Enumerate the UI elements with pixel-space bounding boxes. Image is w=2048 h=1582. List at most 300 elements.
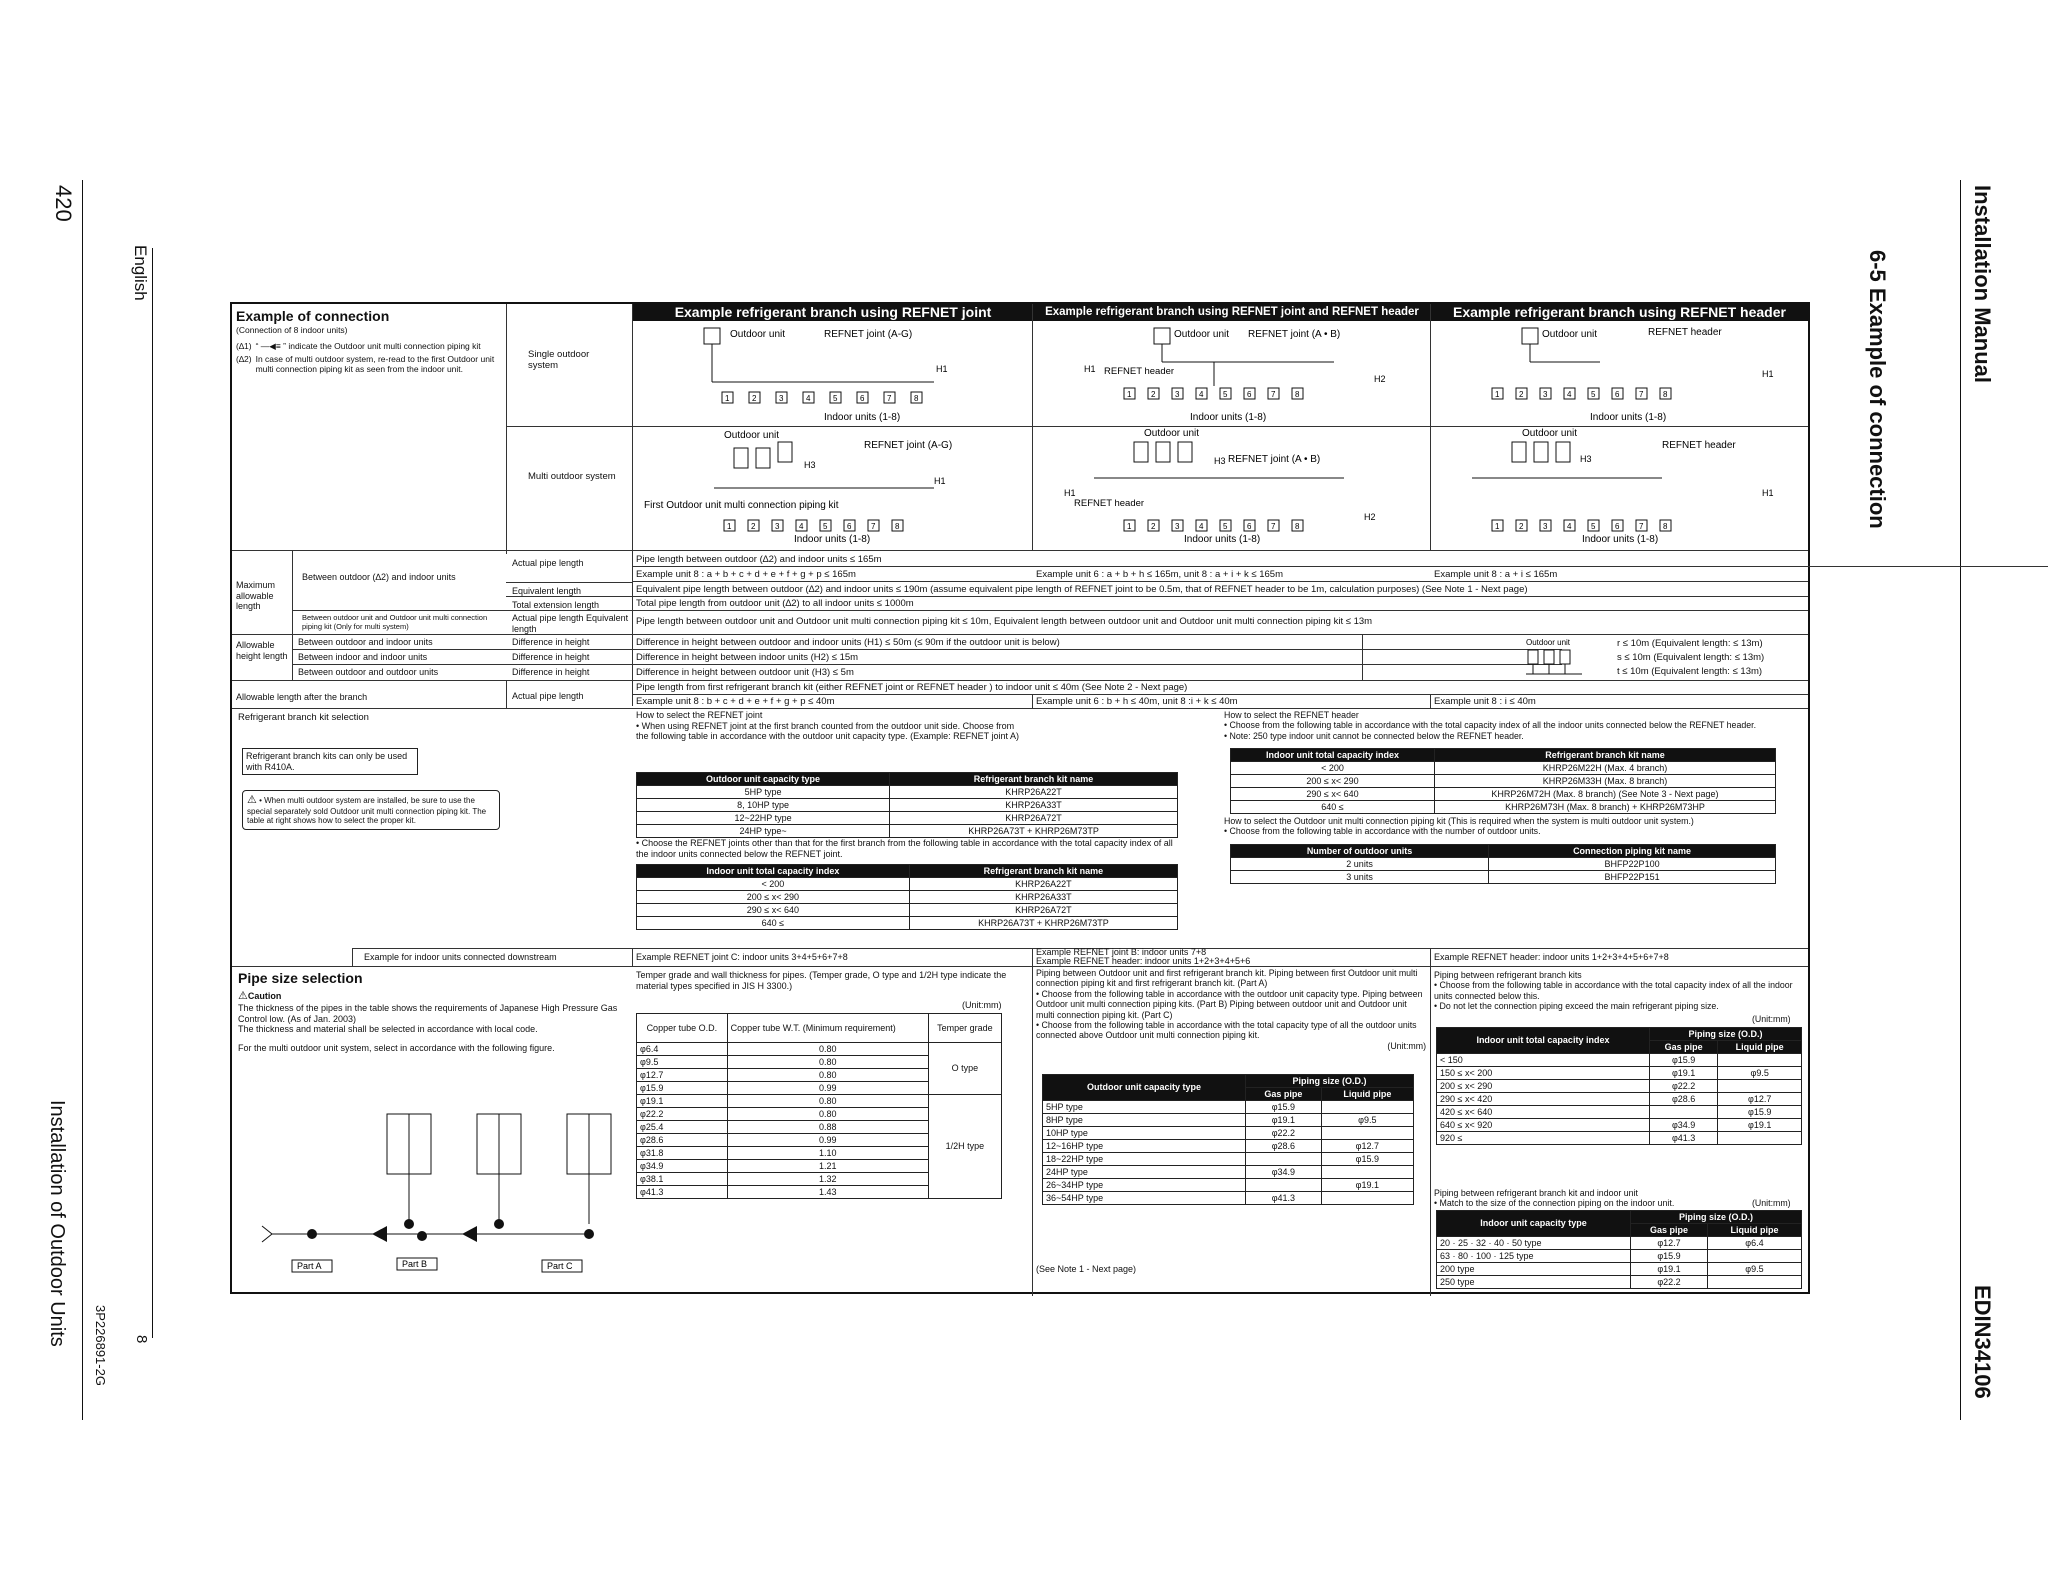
table-cell: 26~34HP type (1043, 1179, 1246, 1192)
right-bullet-1: • Choose from the following table in accordance with the total capacity index of all the indoor units connected below this. (1434, 980, 1793, 1001)
header-bullet-1: • Choose from the following table in accordance with the total capacity index of all the indoor units connected below the REFNET header. (1224, 720, 1757, 731)
indoor-unit-number: 3 (775, 522, 780, 531)
table-cell: KHRP26A33T (890, 799, 1178, 812)
table-cell: φ25.4 (637, 1121, 728, 1134)
table-cell: KHRP26A33T (909, 891, 1177, 904)
table-cell: φ19.1 (1246, 1114, 1322, 1127)
table-cell: 2 units (1231, 858, 1489, 871)
svg-text:REFNET joint (A • B): REFNET joint (A • B) (1248, 329, 1341, 340)
table-row (637, 1043, 1002, 1056)
svg-text:Outdoor unit: Outdoor unit (1144, 428, 1200, 439)
table-cell: BHFP22P151 (1489, 871, 1776, 884)
total-extension-label: Total extension length (512, 600, 600, 610)
table-row (1437, 1080, 1802, 1093)
indoor-unit-number: 1 (1495, 390, 1500, 399)
table-cell: φ9.5 (1718, 1067, 1802, 1080)
indoor-unit-number: 5 (1223, 522, 1228, 531)
table-cell (1707, 1250, 1801, 1263)
svg-text:Indoor units (1-8): Indoor units (1-8) (824, 412, 901, 423)
side-limit-s: s ≤ 10m (Equivalent length: ≤ 13m) (1617, 652, 1765, 663)
table-cell: φ15.9 (1718, 1106, 1802, 1119)
svg-text:H1: H1 (934, 476, 946, 486)
col-header-header: Example refrigerant branch using REFNET header (1431, 304, 1808, 321)
length-example-mixed: Example unit 6 : a + b + h ≤ 165m, unit 8 : a + i + k ≤ 165m (1036, 569, 1284, 580)
indoor-unit-number: 4 (806, 394, 811, 403)
left-rule (82, 180, 83, 1420)
table-cell: 1.10 (727, 1147, 928, 1160)
table-cell: 12~22HP type (637, 812, 890, 825)
indoor-unit-number: 5 (1591, 390, 1596, 399)
language-label: English (131, 245, 150, 301)
svg-text:H2: H2 (1364, 512, 1376, 522)
svg-text:REFNET header: REFNET header (1662, 440, 1736, 451)
mid-bullet-2: • Choose from the following table in accordance with the total capacity type of all the outdoor units connected above Outdoor unit multi connection piping kit. (1036, 1019, 1417, 1041)
between-outdoor-indoor-label: Between outdoor (∆2) and indoor units (302, 572, 456, 582)
temper-intro: Temper grade and wall thickness for pipes. (Temper grade, O type and 1/2H type indicate the material types specified in JIS H 3300.) (636, 970, 1007, 991)
svg-text:First Outdoor unit multi conne: First Outdoor unit multi connection piping kit (644, 500, 839, 511)
table-row (1437, 1132, 1802, 1145)
joint-intro (636, 710, 1026, 742)
table-cell: 0.99 (727, 1082, 928, 1095)
svg-text:Part C: Part C (547, 1261, 573, 1271)
indoor-unit-number: 7 (1271, 522, 1276, 531)
table-cell: 5HP type (1043, 1101, 1246, 1114)
indoor-unit-number: 3 (779, 394, 784, 403)
multi-kit-intro-title: How to select the Outdoor unit multi connection piping kit (This is required when the system is multi outdoor unit system.) (1224, 816, 1694, 826)
indoor-unit-number: 4 (1199, 390, 1204, 399)
length-example-joint: Example unit 8 : a + b + c + d + e + f + g + p ≤ 165m (636, 569, 856, 580)
table-cell: BHFP22P100 (1489, 858, 1776, 871)
table-cell (1321, 1192, 1413, 1205)
svg-text:REFNET header: REFNET header (1648, 327, 1722, 338)
table-cell: φ12.7 (1718, 1093, 1802, 1106)
table-cell (1718, 1132, 1802, 1145)
branch-example-joint: Example unit 8 : b + c + d + e + f + g + p ≤ 40m (636, 696, 835, 707)
caution-text-2: The thickness and material shall be selected in accordance with local code. (238, 1024, 538, 1035)
table-cell: KHRP26M33H (Max. 8 branch) (1434, 775, 1775, 788)
downstream-example-header: Example REFNET header: indoor units 1+2+3+4+5+6+7+8 (1434, 952, 1669, 962)
table-cell: 10HP type (1043, 1127, 1246, 1140)
indoor-bullet-1: • Match to the size of the connection piping on the indoor unit. (1434, 1198, 1675, 1209)
table-row (1437, 1250, 1802, 1263)
length-rule-equivalent: Equivalent pipe length between outdoor (∆2) and indoor units ≤ 190m (assume equivalent pipe length of REFNET joint to be 0.5m, that of REFNET header to be 1m, calculation purposes) (See Note 1 - Next page) (636, 584, 1528, 595)
table-cell: 200 type (1437, 1263, 1631, 1276)
table-cell: φ38.1 (637, 1173, 728, 1186)
table-cell: 0.80 (727, 1108, 928, 1121)
table-cell: KHRP26A72T (909, 904, 1177, 917)
branch-kit-r410a-box: Refrigerant branch kits can only be used with R410A. (242, 748, 418, 775)
table-refnet-joint-first: Outdoor unit capacity type Refrigerant branch kit name 5HP type KHRP26A22T 8, 10HP type KHRP26A33T 12~22HP type KHRP26A72T 24HP type~ KHRP26A73T + KHRP26M73TP (636, 772, 1178, 838)
between-outdoor-kit-label: Between outdoor unit and Outdoor unit multi connection piping kit (Only for multi system) (302, 614, 488, 631)
table-cell: 0.80 (727, 1095, 928, 1108)
table-cell: 200 ≤ x< 290 (1437, 1080, 1650, 1093)
table-row (1231, 775, 1776, 788)
svg-text:Outdoor unit: Outdoor unit (1526, 638, 1571, 647)
indoor-unit-number: 2 (752, 394, 757, 403)
table-cell: 0.80 (727, 1043, 928, 1056)
indoor-unit-number: 3 (1543, 390, 1548, 399)
part-number: 3P226891-2G (93, 1305, 108, 1386)
table-cell: φ34.9 (1649, 1119, 1717, 1132)
length-rule-kit: Pipe length between outdoor unit and Outdoor unit multi connection piping kit ≤ 10m, Equivalent length between outdoor unit and Outdoor unit multi connection piping kit ≤ 13m (636, 616, 1373, 627)
right-bullet-2: • Do not let the connection piping exceed the main refrigerant piping size. (1434, 1001, 1719, 1012)
table-cell: 8HP type (1043, 1114, 1246, 1127)
svg-text:H1: H1 (1064, 488, 1076, 498)
table-cell: 290 ≤ x< 640 (637, 904, 910, 917)
actual-equivalent-label: Actual pipe length Equivalent length (512, 613, 629, 634)
indoor-unit-number: 6 (847, 522, 852, 531)
table-row (1231, 871, 1776, 884)
table-row (1437, 1276, 1802, 1289)
table-cell: φ15.9 (1631, 1250, 1708, 1263)
table-row (1043, 1192, 1414, 1205)
table-cell: φ19.1 (1321, 1179, 1413, 1192)
table-cell: 36~54HP type (1043, 1192, 1246, 1205)
pipe-size-title: Pipe size selection (238, 970, 363, 986)
table-cell: KHRP26A22T (890, 786, 1178, 799)
indoor-unit-number: 8 (1295, 522, 1300, 531)
table-cell: 640 ≤ x< 920 (1437, 1119, 1650, 1132)
table-cell: φ19.1 (1631, 1263, 1708, 1276)
indoor-unit-number: 6 (1247, 390, 1252, 399)
table-row (1231, 788, 1776, 801)
table-temper-grade: Copper tube O.D. Copper tube W.T. (Minimum requirement) Temper grade φ6.4 0.80 O type φ9.5 0.80 φ12.7 0.80 φ15.9 0.99 φ19.1 0.80 1/2H type φ22.2 0.80 φ25.4 0.88 φ28.6 0.99 φ31.8 1.10 φ34.9 1.21 φ38.1 1.32 φ41.3 1.43 (636, 1013, 1002, 1199)
sub-page-number: 8 (133, 1335, 150, 1344)
table-cell: KHRP26M22H (Max. 4 branch) (1434, 762, 1775, 775)
joint-bullet-2: • Choose the REFNET joints other than that for the first branch from the following table in accordance with the total capacity index of all the indoor units connected below the REFNET joint. (636, 838, 1173, 859)
svg-text:REFNET header: REFNET header (1104, 366, 1175, 377)
branch-example-header: Example unit 8 : i ≤ 40m (1434, 696, 1536, 707)
table-cell: φ12.7 (1631, 1237, 1708, 1250)
indoor-unit-number: 2 (1519, 390, 1524, 399)
table-cell (1321, 1127, 1413, 1140)
table-cell: 0.88 (727, 1121, 928, 1134)
table-cell: φ19.1 (1718, 1119, 1802, 1132)
allowable-height-label: Allowable height length (236, 640, 288, 661)
temper-unit: (Unit:mm) (962, 1000, 1002, 1010)
svg-text:Outdoor unit: Outdoor unit (1522, 428, 1578, 439)
table-cell: φ15.9 (1246, 1101, 1322, 1114)
table-cell: KHRP26A73T + KHRP26M73TP (909, 917, 1177, 930)
svg-text:H1: H1 (1084, 364, 1096, 374)
actual-pipe-length-label: Actual pipe length (512, 558, 584, 568)
height-outdoor-outdoor-label: Between outdoor and outdoor units (298, 667, 439, 677)
single-outdoor-label: Single outdoor system (528, 349, 590, 372)
table-row (1231, 858, 1776, 871)
svg-text:Indoor units (1-8): Indoor units (1-8) (1582, 534, 1659, 545)
downstream-label: Example for indoor units connected downstream (364, 952, 557, 962)
table-cell: 24HP type~ (637, 825, 890, 838)
outdoor-kit-sketch (1522, 636, 1612, 680)
connection-sheet (230, 302, 1810, 1294)
indoor-unit-number: 7 (871, 522, 876, 531)
mid-pipe-intro (1036, 968, 1426, 1051)
table-cell: KHRP26A22T (909, 878, 1177, 891)
table-cell: φ22.2 (1649, 1080, 1717, 1093)
multi-kit-bullet: • Choose from the following table in accordance with the number of outdoor units. (1224, 826, 1541, 837)
manual-title: Installation Manual (1970, 185, 1995, 384)
table-cell: φ12.7 (1321, 1140, 1413, 1153)
diagram-single-header (1432, 322, 1806, 426)
indoor-unit-number: 3 (1175, 522, 1180, 531)
indoor-unit-number: 8 (1295, 390, 1300, 399)
svg-text:Part A: Part A (297, 1261, 322, 1271)
table-cell: KHRP26M72H (Max. 8 branch) (See Note 3 - Next page) (1434, 788, 1775, 801)
table-cell: φ9.5 (1707, 1263, 1801, 1276)
indoor-unit-number: 7 (887, 394, 892, 403)
table-cell: φ22.2 (637, 1108, 728, 1121)
table-cell: 150 ≤ x< 200 (1437, 1067, 1650, 1080)
indoor-unit-number: 8 (1663, 390, 1668, 399)
table-row (1043, 1179, 1414, 1192)
left-rule-inner (152, 248, 153, 1338)
note1-mark: (∆1) (236, 340, 252, 351)
table-cell: 0.80 (727, 1069, 928, 1082)
caution-text-1: The thickness of the pipes in the table shows the requirements of Japanese High Pressure Gas Control low. (As of Jan. 2003) (238, 1002, 618, 1024)
table-cell: φ15.9 (637, 1082, 728, 1095)
table-cell: φ22.2 (1246, 1127, 1322, 1140)
table-cell: φ6.4 (637, 1043, 728, 1056)
table-cell: < 200 (1231, 762, 1435, 775)
table-cell: φ15.9 (1321, 1153, 1413, 1166)
max-allowable-label: Maximum allowable length (236, 580, 276, 612)
table-cell (1321, 1101, 1413, 1114)
table-cell: 12~16HP type (1043, 1140, 1246, 1153)
right-rule (1960, 180, 1961, 1420)
table-cell: φ9.5 (1321, 1114, 1413, 1127)
table-cell: φ41.3 (1649, 1132, 1717, 1145)
table-cell: 640 ≤ (1231, 801, 1435, 814)
doc-id: EDIN34106 (1970, 1285, 1995, 1399)
indoor-unit-number: 1 (725, 394, 730, 403)
table-row (1043, 1127, 1414, 1140)
table-cell: 20 · 25 · 32 · 40 · 50 type (1437, 1237, 1631, 1250)
table-cell: φ19.1 (637, 1095, 728, 1108)
svg-text:Outdoor unit: Outdoor unit (730, 329, 786, 340)
table-cell: 920 ≤ (1437, 1132, 1650, 1145)
table-cell: 63 · 80 · 100 · 125 type (1437, 1250, 1631, 1263)
table-cell: < 150 (1437, 1054, 1650, 1067)
table-row (637, 812, 1178, 825)
indoor-unit-number: 2 (1151, 522, 1156, 531)
table-cell: 3 units (1231, 871, 1489, 884)
indoor-unit-number: 7 (1271, 390, 1276, 399)
equivalent-length-label: Equivalent length (512, 586, 582, 596)
table-cell: 8, 10HP type (637, 799, 890, 812)
diff-height-label-3: Difference in height (512, 667, 590, 677)
diagram-multi-header (1432, 428, 1806, 548)
table-row (637, 1095, 1002, 1108)
table-row (637, 917, 1178, 930)
table-cell (1718, 1080, 1802, 1093)
svg-text:Part B: Part B (402, 1259, 428, 1269)
indoor-unit-number: 3 (1175, 390, 1180, 399)
connection-title: Example of connection (236, 308, 390, 324)
after-branch-actual-label: Actual pipe length (512, 691, 584, 701)
table-cell: 0.99 (727, 1134, 928, 1147)
table-row (1231, 801, 1776, 814)
table-cell: φ15.9 (1649, 1054, 1717, 1067)
table-refnet-header: Indoor unit total capacity index Refrigerant branch kit name < 200 KHRP26M22H (Max. 4 branch) 200 ≤ x< 290 KHRP26M33H (Max. 8 branch) 290 ≤ x< 640 KHRP26M72H (Max. 8 branch) (See Note 3 - Next page) 640 ≤ KHRP26M73H (Max. 8 branch) + KHRP26M73HP (1230, 748, 1776, 814)
diff-height-label-1: Difference in height (512, 637, 590, 647)
table-cell: 420 ≤ x< 640 (1437, 1106, 1650, 1119)
indoor-unit-number: 3 (1543, 522, 1548, 531)
caution-label: Caution (247, 991, 282, 1001)
indoor-unit-number: 1 (1127, 390, 1132, 399)
table-row (1437, 1067, 1802, 1080)
header-intro (1224, 710, 1808, 741)
diagram-multi-joint (634, 428, 1030, 548)
mid-bullet-1: • Choose from the following table in accordance with the outdoor unit capacity type. Piping between Outdoor unit multi connection piping kits. (Part B) Piping between outdoor unit and Outdoor unit multi connection piping kit. (Part C) (1036, 988, 1423, 1020)
table-cell: φ41.3 (637, 1186, 728, 1199)
svg-text:Outdoor unit: Outdoor unit (1174, 329, 1230, 340)
header-intro-title: How to select the REFNET header (1224, 710, 1359, 720)
downstream-example-mixed-a: Example REFNET joint B: indoor units 7+8 (1036, 947, 1207, 957)
connection-subtitle: (Connection of 8 indoor units) (236, 324, 348, 335)
page-number: 420 (51, 185, 76, 222)
svg-text:H2: H2 (1374, 374, 1386, 384)
height-outdoor-indoor-label: Between outdoor and indoor units (298, 637, 433, 647)
table-cell: 0.80 (727, 1056, 928, 1069)
table-branch-piping-size: Indoor unit total capacity index Piping size (O.D.) Gas pipe Liquid pipe < 150 φ15.9 150 ≤ x< 200 φ19.1 φ9.5 200 ≤ x< 290 φ22.2 290 ≤ x< 420 φ28.6 φ12.7 420 ≤ x< 640 φ15.9 640 ≤ x< 920 φ34.9 φ19.1 920 ≤ φ41.3 (1436, 1027, 1802, 1145)
table-cell (1707, 1276, 1801, 1289)
indoor-unit-number: 6 (1615, 390, 1620, 399)
table-cell: φ28.6 (1649, 1093, 1717, 1106)
table-cell (1649, 1106, 1717, 1119)
mid-unit: (Unit:mm) (1387, 1040, 1426, 1051)
length-example-header: Example unit 8 : a + i ≤ 165m (1434, 569, 1558, 580)
table-cell: 200 ≤ x< 290 (637, 891, 910, 904)
table-cell: 1.43 (727, 1186, 928, 1199)
table-row (637, 891, 1178, 904)
branch-kit-warning-text: • When multi outdoor system are installed, be sure to use the special separately sold Outdoor unit multi connection piping kit. The table at right shows how to select the proper kit. (247, 796, 487, 826)
table-cell (1718, 1054, 1802, 1067)
indoor-pipe-intro (1434, 1188, 1806, 1209)
indoor-unit-number: 6 (860, 394, 865, 403)
table-outdoor-piping-size: Outdoor unit capacity type Piping size (O.D.) Gas pipe Liquid pipe 5HP type φ15.9 8HP type φ19.1 φ9.5 10HP type φ22.2 12~16HP type φ28.6 φ12.7 18~22HP type φ15.9 24HP type φ34.9 26~34HP type φ19.1 36~54HP type φ41.3 (1042, 1074, 1414, 1205)
after-branch-label: Allowable length after the branch (236, 692, 368, 702)
svg-text:H3: H3 (804, 460, 816, 470)
svg-text:Indoor units (1-8): Indoor units (1-8) (1590, 412, 1667, 423)
right-intro-text: Piping between refrigerant branch kits (1434, 970, 1582, 980)
indoor-unit-number: 6 (1247, 522, 1252, 531)
table-cell (1246, 1153, 1322, 1166)
svg-text:REFNET joint (A-G): REFNET joint (A-G) (864, 440, 953, 451)
indoor-unit-number: 8 (914, 394, 919, 403)
table-row (637, 825, 1178, 838)
indoor-unit-number: 2 (751, 522, 756, 531)
indoor-unit-number: 1 (1495, 522, 1500, 531)
caution-text-3: For the multi outdoor unit system, select in accordance with the following figure. (238, 1042, 555, 1053)
section-title: 6-5 Example of connection (1865, 250, 1890, 529)
indoor-unit-number: 5 (1591, 522, 1596, 531)
diagram-single-mixed (1034, 322, 1428, 426)
table-indoor-piping-size: Indoor unit capacity type Piping size (O.D.) Gas pipe Liquid pipe 20 · 25 · 32 · 40 · 50 type φ12.7 φ6.4 63 · 80 · 100 · 125 type φ15.9 200 type φ19.1 φ9.5 250 type φ22.2 (1436, 1210, 1802, 1289)
table-cell: KHRP26A73T + KHRP26M73TP (890, 825, 1178, 838)
indoor-unit-number: 7 (1639, 390, 1644, 399)
indoor-unit-number: 4 (1199, 522, 1204, 531)
table-row (1043, 1166, 1414, 1179)
branch-example-mixed: Example unit 6 : b + h ≤ 40m, unit 8 :i + k ≤ 40m (1036, 696, 1238, 707)
diagram-single-joint (634, 322, 1030, 426)
table-row (637, 904, 1178, 917)
temper-half-type: 1/2H type (928, 1095, 1001, 1199)
indoor-unit-number: 1 (1127, 522, 1132, 531)
table-row (1043, 1114, 1414, 1127)
footer-title: Installation of Outdoor Units (46, 1100, 68, 1347)
table-cell (1321, 1166, 1413, 1179)
warning-icon: ⚠ (247, 794, 257, 806)
table-cell: 640 ≤ (637, 917, 910, 930)
svg-text:H1: H1 (1762, 488, 1774, 498)
svg-text:REFNET header: REFNET header (1074, 498, 1145, 509)
svg-text:H3: H3 (1580, 454, 1592, 464)
table-row (637, 799, 1178, 812)
downstream-example-joint: Example REFNET joint C: indoor units 3+4+5+6+7+8 (636, 952, 848, 962)
indoor-unit-number: 5 (1223, 390, 1228, 399)
table-cell: φ28.6 (1246, 1140, 1322, 1153)
svg-text:Indoor units (1-8): Indoor units (1-8) (1184, 534, 1261, 545)
diagram-multi-mixed (1034, 428, 1428, 548)
table-row (1231, 762, 1776, 775)
svg-text:H1: H1 (1762, 369, 1774, 379)
table-cell: < 200 (637, 878, 910, 891)
length-rule-total: Total pipe length from outdoor unit (∆2) to all indoor units ≤ 1000m (636, 598, 914, 609)
branch-kit-warning (242, 790, 500, 830)
table-cell: φ22.2 (1631, 1276, 1708, 1289)
multi-kit-intro (1224, 816, 1808, 837)
svg-text:Outdoor unit: Outdoor unit (724, 430, 780, 441)
svg-text:Indoor units (1-8): Indoor units (1-8) (794, 534, 871, 545)
indoor-unit-number: 8 (895, 522, 900, 531)
header-bullet-2: • Note: 250 type indoor unit cannot be connected below the REFNET header. (1224, 730, 1524, 741)
height-indoor-indoor-label: Between indoor and indoor units (298, 652, 428, 662)
mid-intro-text: Piping between Outdoor unit and first refrigerant branch kit. Piping between first Outdoor unit multi connection piping kit and first refrigerant branch kit. (Part A) (1036, 968, 1418, 989)
note2-mark: (∆2) (236, 353, 252, 364)
table-row (1043, 1101, 1414, 1114)
table-cell: 290 ≤ x< 420 (1437, 1093, 1650, 1106)
table-cell (1246, 1179, 1322, 1192)
table-cell: 18~22HP type (1043, 1153, 1246, 1166)
height-rule-2: Difference in height between indoor units (H2) ≤ 15m (636, 652, 859, 663)
table-row (1043, 1153, 1414, 1166)
table-cell: φ34.9 (1246, 1166, 1322, 1179)
joint-intro-title: How to select the REFNET joint (636, 710, 763, 720)
right-pipe-intro (1434, 970, 1806, 1012)
indoor-unit-mm: (Unit:mm) (1752, 1198, 1791, 1208)
indoor-unit-number: 4 (1567, 390, 1572, 399)
table-cell: KHRP26A72T (890, 812, 1178, 825)
table-cell: 200 ≤ x< 290 (1231, 775, 1435, 788)
table-cell: 24HP type (1043, 1166, 1246, 1179)
indoor-unit-number: 2 (1151, 390, 1156, 399)
temper-o-type: O type (928, 1043, 1001, 1095)
svg-text:Outdoor unit: Outdoor unit (1542, 329, 1598, 340)
table-row (1437, 1263, 1802, 1276)
indoor-unit-number: 5 (833, 394, 838, 403)
table-cell: 250 type (1437, 1276, 1631, 1289)
table-cell: 1.32 (727, 1173, 928, 1186)
length-rule-1: Pipe length between outdoor (∆2) and indoor units ≤ 165m (636, 554, 882, 565)
indoor-unit-number: 4 (1567, 522, 1572, 531)
height-rule-1: Difference in height between outdoor and indoor units (H1) ≤ 50m (≤ 90m if the outdoor unit is below) (636, 637, 1060, 648)
multi-outdoor-pipe-figure (242, 1104, 622, 1274)
joint-bullet-1: • When using REFNET joint at the first branch counted from the outdoor unit side. Choose from the following table in accordance with the outdoor unit capacity type. (Example: REFNET joint A) (636, 720, 1020, 742)
table-cell: φ12.7 (637, 1069, 728, 1082)
multi-outdoor-label: Multi outdoor system (528, 471, 616, 482)
indoor-unit-number: 5 (823, 522, 828, 531)
table-cell: 1.21 (727, 1160, 928, 1173)
